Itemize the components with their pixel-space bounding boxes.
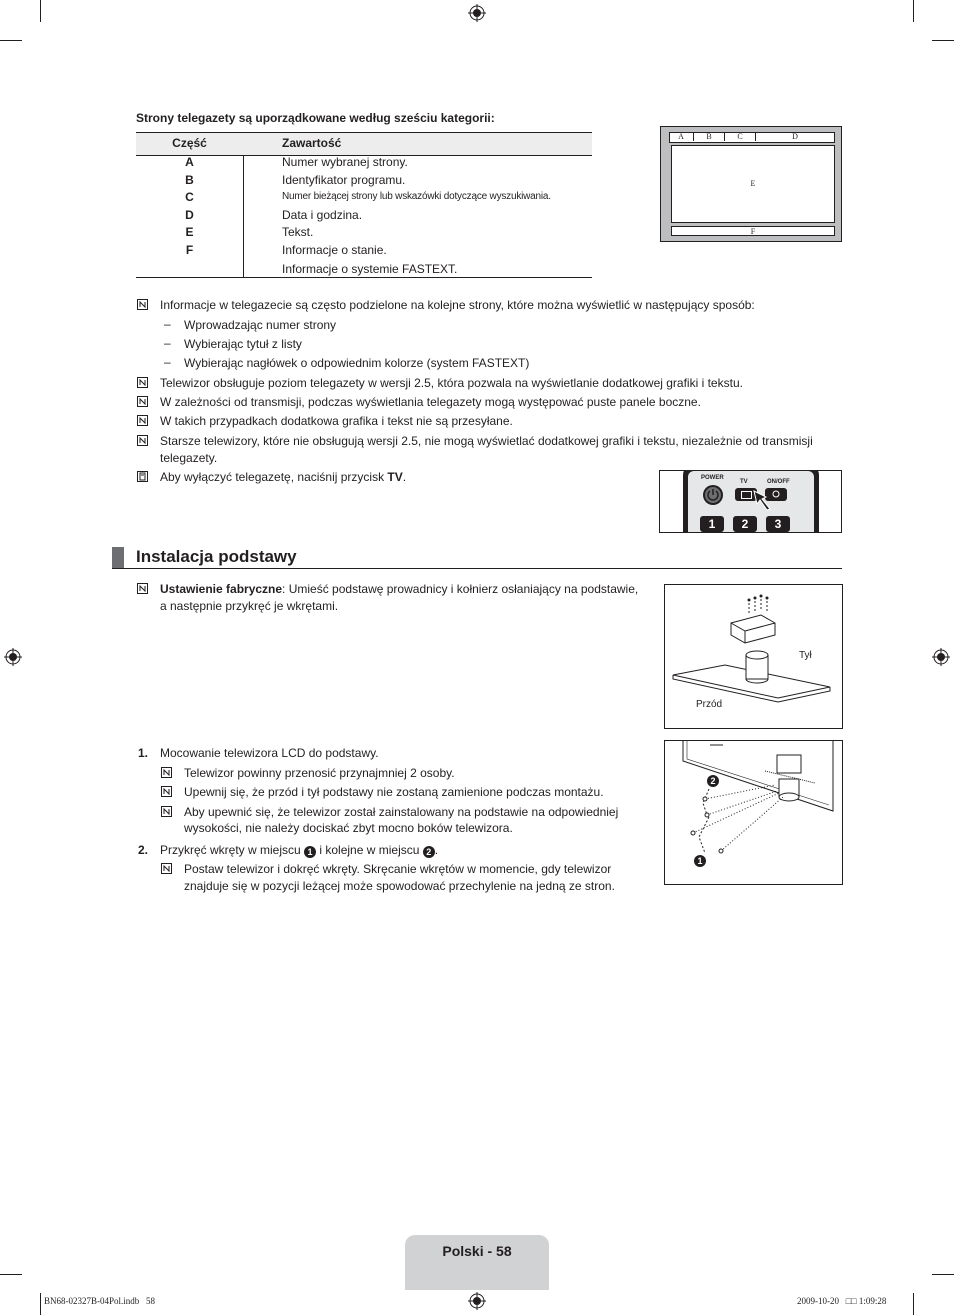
diagram-label-a: A [669, 132, 694, 141]
factory-label: Ustawienie fabryczne [160, 582, 283, 596]
crop-mark [40, 0, 41, 22]
teletext-screen-diagram [660, 126, 842, 242]
dash-bullet: – [164, 317, 171, 331]
factory-text: : Umieść podstawę prowadnicy i kołnierz osłaniający na podstawie, [282, 582, 639, 596]
table-cell-part: C [185, 190, 194, 204]
crop-mark [40, 1293, 41, 1315]
diagram-label-e: E [671, 145, 835, 223]
tv-label: TV [740, 479, 748, 485]
tv-key-label: TV [387, 470, 403, 484]
remote-illustration [659, 470, 842, 533]
note-text: telegazety. [160, 451, 218, 465]
remote-note-icon [137, 471, 148, 482]
power-label: POWER [701, 475, 724, 481]
table-cell-part: A [185, 155, 194, 169]
registration-mark-icon [4, 648, 22, 666]
diagram-label-d: D [792, 132, 798, 141]
position-1-icon: 1 [304, 846, 316, 858]
note-text: Telewizor obsługuje poziom telegazety w wersji 2.5, która pozwala na wyświetlanie dodatkowej grafiki i tekstu. [160, 376, 743, 390]
note-icon [161, 863, 172, 874]
stand-drawing [665, 585, 842, 728]
crop-mark [913, 1293, 914, 1315]
pointer-arrow-icon [752, 489, 782, 511]
table-divider [243, 155, 244, 277]
table-bottom-rule [136, 277, 592, 278]
note-text: Starsze telewizory, które nie obsługują wersji 2.5, nie mogą wyświetlać dodatkowej grafiki i tekstu, niezależnie od transmisji [160, 434, 813, 448]
note-icon [161, 806, 172, 817]
teletext-table [136, 132, 592, 279]
step-1-note: Telewizor powinny przenosić przynajmniej 2 osoby. [184, 766, 455, 780]
section-marker [112, 547, 124, 568]
diagram-label-c: C [725, 132, 756, 141]
step-1-number: 1. [138, 746, 149, 760]
registration-mark-icon [932, 648, 950, 666]
table-cell-content: Numer wybranej strony. [282, 155, 408, 169]
teletext-heading: Strony telegazety są uporządkowane według sześciu kategorii: [136, 111, 495, 125]
note-tv-off-text: Aby wyłączyć telegazetę, naciśnij przycisk [160, 470, 388, 484]
factory-note [160, 581, 638, 597]
note-icon [137, 583, 148, 594]
factory-text-2: a następnie przykręć je wkrętami. [160, 599, 339, 613]
note-tv-off-end: . [402, 470, 407, 484]
table-cell-content: Informacje o systemie FASTEXT. [282, 262, 458, 276]
key-2-button[interactable]: 2 [733, 516, 757, 532]
note-icon [137, 435, 148, 446]
crop-mark [0, 1274, 22, 1275]
label-front: Przód [696, 699, 723, 710]
registration-mark-icon [468, 1292, 486, 1310]
tv-mount-illustration [664, 740, 843, 885]
crop-mark [932, 1274, 954, 1275]
page-number: Polski - 58 [442, 1243, 512, 1259]
table-cell-content: Identyfikator programu. [282, 173, 406, 187]
note-text: W takich przypadkach dodatkowa grafika i tekst nie są przesyłane. [160, 414, 513, 428]
method-item: Wybierając nagłówek o odpowiednim kolorze (system FASTEXT) [184, 356, 530, 370]
label-rear: Tył [799, 650, 812, 661]
table-cell-part: F [185, 243, 194, 257]
crop-mark [913, 0, 914, 22]
registration-mark-icon [468, 4, 486, 22]
step-2-note: znajduje się w pozycji leżącej może spowodować przechylenie na jedną ze stron. [184, 879, 615, 893]
table-cell-content: Numer bieżącej strony lub wskazówki dotyczące wyszukiwania. [282, 191, 551, 202]
step-1-text: Mocowanie telewizora LCD do podstawy. [160, 746, 379, 760]
tv-icon [741, 491, 752, 499]
note-icon [137, 377, 148, 388]
note-intro: Informacje w telegazecie są często podzielone na kolejne strony, które można wyświetlić w następujący sposób: [160, 298, 755, 312]
method-item: Wprowadzając numer strony [184, 318, 337, 332]
step-2-text-a: Przykręć wkręty w miejscu [160, 843, 305, 857]
dash-bullet: – [164, 355, 171, 369]
step-2-number: 2. [138, 843, 149, 857]
method-item: Wybierając tytuł z listy [184, 337, 302, 351]
table-cell-part: D [185, 208, 194, 222]
step-2-text [160, 842, 438, 858]
note-icon [137, 299, 148, 310]
power-button[interactable] [703, 485, 723, 505]
stand-illustration [664, 584, 843, 729]
step-2-text-c: . [434, 843, 439, 857]
note-text: W zależności od transmisji, podczas wyświetlania telegazety mogą występować puste panele boczne. [160, 395, 701, 409]
table-header-part: Część [172, 136, 207, 150]
note-icon [137, 415, 148, 426]
step-1-note: Aby upewnić się, że telewizor został zainstalowany na podstawie na odpowiedniej [184, 805, 619, 819]
note-icon [161, 767, 172, 778]
key-3-button[interactable]: 3 [766, 516, 790, 532]
footer-filename: BN68-02327B-04Pol.indb 58 [44, 1296, 156, 1306]
section-rule [112, 568, 842, 569]
table-cell-content: Tekst. [282, 225, 314, 239]
onoff-label: ON/OFF [767, 479, 790, 485]
dash-bullet: – [164, 336, 171, 350]
table-cell-content: Data i godzina. [282, 208, 363, 222]
crop-mark [932, 40, 954, 41]
table-header-content: Zawartość [282, 136, 342, 150]
key-1-button[interactable]: 1 [700, 516, 724, 532]
tv-mount-drawing [665, 741, 842, 884]
step-1-note: wysokości, nie należy dociskać zbyt mocno boków telewizora. [184, 821, 513, 835]
power-icon [703, 485, 723, 505]
note-icon [137, 396, 148, 407]
step-2-text-b: i kolejne w miejscu [316, 843, 423, 857]
position-2-icon: 2 [423, 846, 435, 858]
crop-mark [0, 40, 22, 41]
section-title: Instalacja podstawy [136, 547, 297, 566]
note-icon [161, 786, 172, 797]
diagram-label-f: F [671, 226, 835, 236]
position-1-marker-icon: 1 [694, 855, 706, 867]
table-cell-part: E [185, 225, 194, 239]
step-2-note: Postaw telewizor i dokręć wkręty. Skręcanie wkrętów w momencie, gdy telewizor [184, 862, 612, 876]
table-cell-part: B [185, 173, 194, 187]
step-1-note: Upewnij się, że przód i tył podstawy nie zostaną zamienione podczas montażu. [184, 785, 604, 799]
diagram-label-b: B [694, 132, 725, 141]
position-2-marker-icon: 2 [707, 775, 719, 787]
footer-timestamp: 2009-10-20 □□ 1:09:28 [797, 1296, 887, 1306]
note-tv-off [160, 469, 406, 485]
table-cell-content: Informacje o stanie. [282, 243, 387, 257]
